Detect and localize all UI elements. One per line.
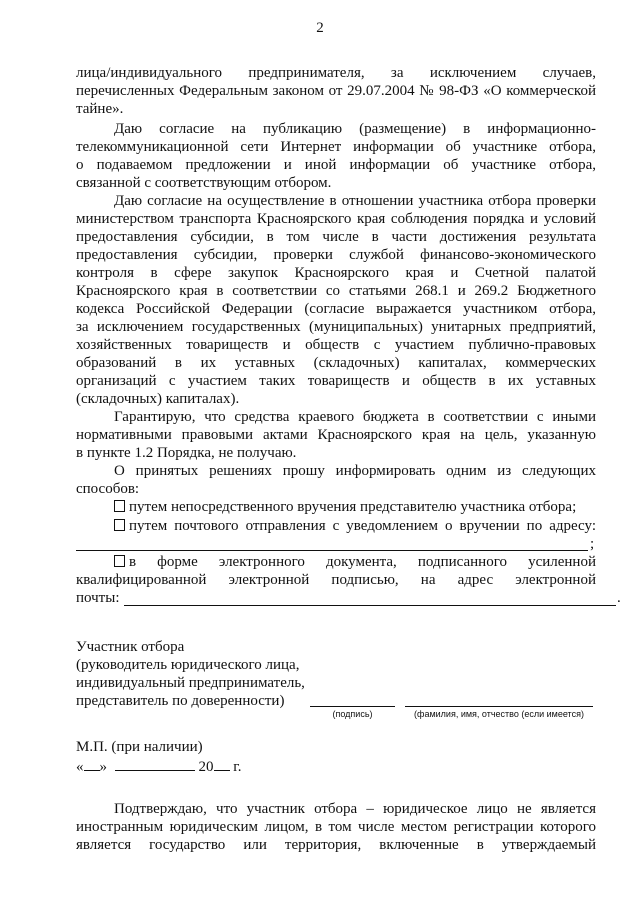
- text-line: Подтверждаю, что участник отбора – юридическое лицо не является: [114, 801, 596, 817]
- text-line: предоставления субсидии, проверки службой финансово-экономического: [76, 247, 596, 263]
- sig-line: представитель по доверенности): [76, 693, 285, 709]
- text-line: перечисленных Федеральным законом от 29.07.2004 № 98-ФЗ «О коммерческой: [76, 83, 596, 99]
- text-line: за исключением государственных (муниципальных) унитарных предприятий,: [76, 319, 596, 335]
- text-line: квалифицированной электронной подписью, на адрес электронной: [76, 572, 596, 588]
- text-line: почты:: [76, 590, 120, 606]
- sig-line: (руководитель юридического лица,: [76, 657, 300, 673]
- email-line[interactable]: [124, 605, 616, 606]
- option-email: [76, 553, 596, 571]
- text-line: способов:: [76, 481, 140, 497]
- signature-line[interactable]: [310, 706, 395, 707]
- checkbox-email[interactable]: [114, 555, 125, 567]
- option-postal: [76, 517, 596, 535]
- text-line: нормативными правовыми актами Красноярского края на цель, указанную: [76, 427, 596, 443]
- text-line: о подаваемом предложении и иной информации об участнике отбора,: [76, 157, 596, 173]
- year-field[interactable]: [214, 757, 230, 771]
- text-line: лица/индивидуального предпринимателя, за исключением случаев,: [76, 65, 596, 81]
- text-line: (складочных) капиталах).: [76, 391, 240, 407]
- signature-caption: (подпись): [332, 709, 373, 719]
- text-line: Красноярского края в соответствии со статьями 268.1 и 269.2 Бюджетного: [76, 283, 596, 299]
- text-line: связанной с соответствующим отбором.: [76, 175, 332, 191]
- option-personal-delivery: [76, 498, 596, 516]
- sig-line: Участник отбора: [76, 639, 185, 655]
- text-line: кодекса Российской Федерации (согласие выражается участником отбора,: [76, 301, 596, 317]
- option-label: путем непосредственного вручения представителю участника отбора;: [129, 499, 577, 515]
- text-line: О принятых решениях прошу информировать одним из следующих: [114, 463, 596, 479]
- fullname-line[interactable]: [405, 706, 593, 707]
- text-line: телекоммуникационной сети Интернет информации об участнике отбора,: [76, 139, 596, 155]
- page-number: 2: [316, 20, 324, 36]
- text-line: иностранным юридическим лицом, в том числе местом регистрации которого: [76, 819, 596, 835]
- day-field[interactable]: [84, 757, 100, 771]
- text-line: контроля в сфере закупок Красноярского края и Счетной палатой: [76, 265, 596, 281]
- text-line: тайне».: [76, 101, 124, 117]
- text-line: является государство или территория, включенные в утверждаемый: [76, 837, 596, 853]
- sig-line: индивидуальный предприниматель,: [76, 675, 305, 691]
- option-label: путем почтового отправления с уведомлением о вручении по адресу:: [129, 518, 596, 534]
- text-line: хозяйственных товариществ и обществ с участием публично-правовых: [76, 337, 596, 353]
- address-semicolon: ;: [590, 536, 595, 552]
- address-line[interactable]: [76, 550, 588, 551]
- checkbox-postal[interactable]: [114, 519, 125, 531]
- option-label: в форме электронного документа, подписанного усиленной: [129, 554, 596, 570]
- fullname-caption: (фамилия, имя, отчество (если имеется): [414, 709, 584, 719]
- email-period: .: [617, 590, 621, 606]
- text-line: Даю согласие на осуществление в отношении участника отбора проверки: [114, 193, 596, 209]
- text-line: Гарантирую, что средства краевого бюджета в соответствии с иными: [114, 409, 596, 425]
- text-line: Даю согласие на публикацию (размещение) в информационно-: [114, 121, 596, 137]
- text-line: образований в их уставных (складочных) капиталах, коммерческих: [76, 355, 596, 371]
- checkbox-personal-delivery[interactable]: [114, 500, 125, 512]
- text-line: организаций с участием таких товариществ и обществ в их уставных: [76, 373, 596, 389]
- text-line: предоставления субсидии, в том числе в части достижения результата: [76, 229, 596, 245]
- date-line: « » 20 г.: [76, 759, 242, 775]
- stamp-label: М.П. (при наличии): [76, 739, 203, 755]
- month-field[interactable]: [115, 757, 195, 771]
- text-line: в пункте 1.2 Порядка, не получаю.: [76, 445, 297, 461]
- text-line: министерством транспорта Красноярского края соблюдения порядка и условий: [76, 211, 596, 227]
